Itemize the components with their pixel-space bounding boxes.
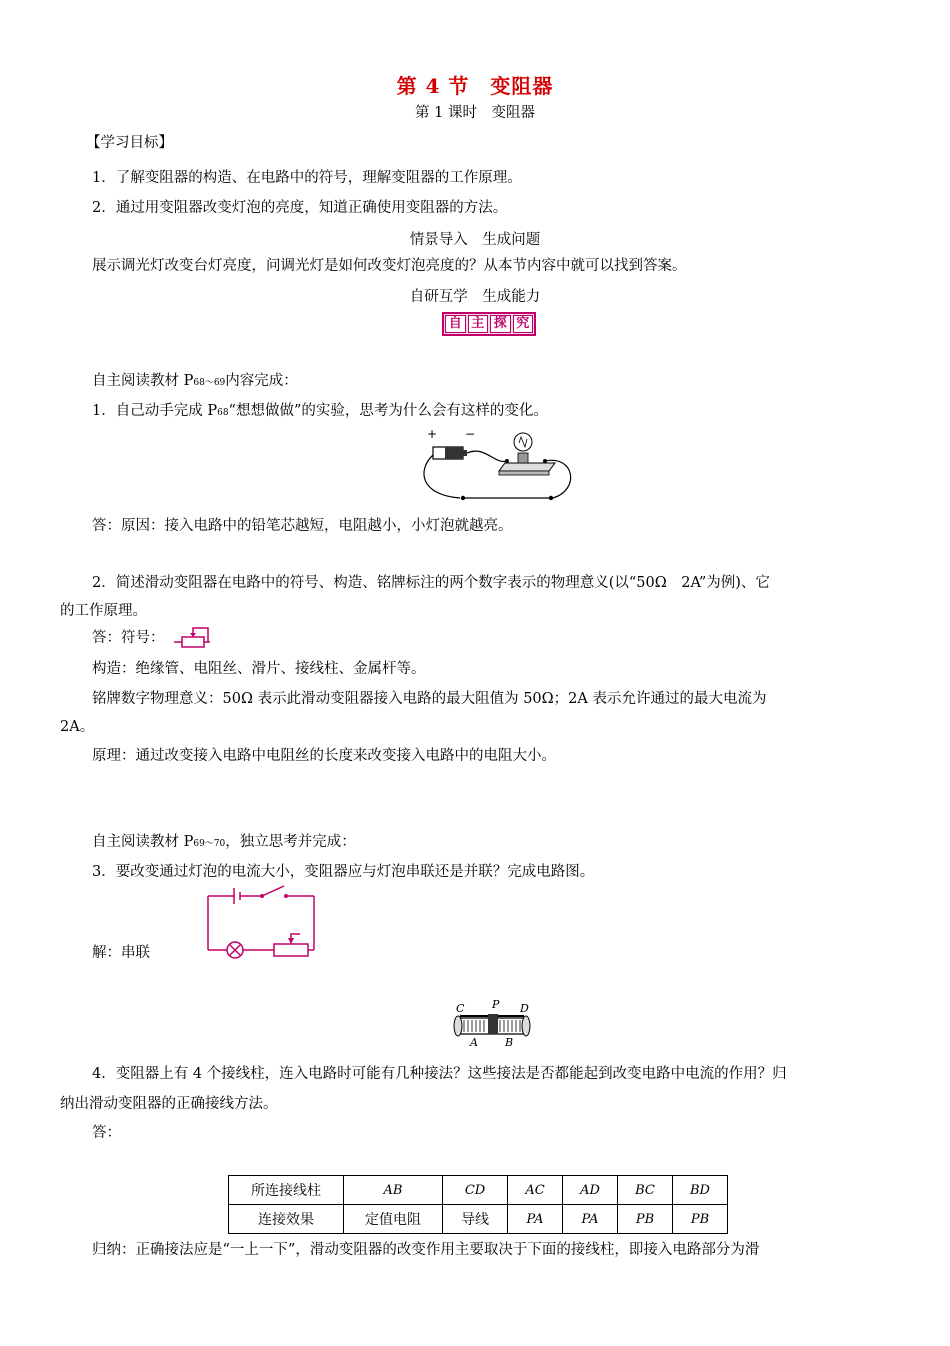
table-cell: PA <box>508 1205 563 1234</box>
table-cell: AB <box>344 1176 443 1205</box>
series-circuit-diagram <box>200 882 320 964</box>
answer-1: 答：原因：接入电路中的铅笔芯越短，电阻越小，小灯泡就越亮。 <box>92 518 513 534</box>
table-cell: PA <box>563 1205 618 1234</box>
table-cell: PB <box>673 1205 728 1234</box>
table-cell: 定值电阻 <box>344 1205 443 1234</box>
table-cell: AD <box>563 1176 618 1205</box>
answer-2-symbol: 答：符号： <box>92 630 165 646</box>
intro-text: 展示调光灯改变台灯亮度，问调光灯是如何改变灯泡亮度的？从本节内容中就可以找到答案。 <box>92 258 687 274</box>
battery-minus-label: − <box>465 427 476 441</box>
sliding-rheostat-figure <box>450 998 532 1048</box>
bulb-on-board-icon <box>499 433 555 475</box>
table-row <box>229 1205 728 1234</box>
battery-plus-label: + <box>427 427 438 441</box>
badge-char: 探 <box>490 315 511 333</box>
table-cell: 导线 <box>443 1205 508 1234</box>
question-2-line-1: 2．简述滑动变阻器在电路中的符号、构造、铭牌标注的两个数字表示的物理意义(以“50Ω 2A”为例)、它 <box>92 575 770 591</box>
self-study-badge <box>442 312 536 336</box>
question-3: 3．要改变通过灯泡的电流大小，变阻器应与灯泡串联还是并联？完成电路图。 <box>92 864 595 880</box>
badge-char: 主 <box>468 315 489 333</box>
intro-header: 情景导入 生成问题 <box>409 232 541 248</box>
table-cell: BD <box>673 1176 728 1205</box>
table-cell: 所连接线柱 <box>229 1176 344 1205</box>
question-2-line-2: 的工作原理。 <box>60 603 147 619</box>
terminal-b-label: B <box>505 1036 514 1048</box>
clip-icon <box>461 496 465 500</box>
answer-4: 答： <box>92 1125 121 1141</box>
pencil-lead-experiment-figure <box>415 425 580 505</box>
terminal-c-label: C <box>456 1002 465 1015</box>
answer-2-principle: 原理：通过改变接入电路中电阻丝的长度来改变接入电路中的电阻大小。 <box>92 748 556 764</box>
question-4-line-2: 纳出滑动变阻器的正确接线方法。 <box>60 1096 278 1112</box>
answer-2-structure: 构造：绝缘管、电阻丝、滑片、接线柱、金属杆等。 <box>92 661 426 677</box>
answer-2-meaning-line-2: 2A。 <box>60 719 95 735</box>
table-cell: PB <box>618 1205 673 1234</box>
wire <box>467 451 507 461</box>
page-title: 第 4 节 变阻器 <box>396 74 554 98</box>
table-cell: AC <box>508 1176 563 1205</box>
table-cell: 连接效果 <box>229 1205 344 1234</box>
slider-p-label: P <box>492 998 500 1011</box>
reading-instruction-2: 自主阅读教材 P69～70，独立思考并完成： <box>92 834 356 850</box>
table-cell: BC <box>618 1176 673 1205</box>
reading-instruction-1: 自主阅读教材 P68～69内容完成： <box>92 373 298 389</box>
question-1: 1．自己动手完成 P68“想想做做”的实验，思考为什么会有这样的变化。 <box>92 403 548 419</box>
table-cell: CD <box>443 1176 508 1205</box>
objective-1: 1．了解变阻器的构造、在电路中的符号，理解变阻器的工作原理。 <box>92 170 522 186</box>
connection-results-table <box>228 1175 728 1234</box>
clip-icon <box>549 496 553 500</box>
question-4-line-1: 4．变阻器上有 4 个接线柱，连入电路时可能有几种接法？这些接法是否都能起到改变电路中电流的作用？归 <box>92 1066 787 1082</box>
objectives-header: 【学习目标】 <box>86 135 173 151</box>
summary-text: 归纳：正确接法应是“一上一下”，滑动变阻器的改变作用主要取决于下面的接线柱，即接入电路部分为滑 <box>92 1242 760 1258</box>
rheostat-symbol-icon <box>172 624 212 650</box>
answer-3: 解：串联 <box>92 945 150 961</box>
table-row <box>229 1176 728 1205</box>
objective-2: 2．通过用变阻器改变灯泡的亮度，知道正确使用变阻器的方法。 <box>92 200 508 216</box>
wire <box>424 455 460 498</box>
answer-2-meaning-line-1: 铭牌数字物理意义：50Ω 表示此滑动变阻器接入电路的最大阻值为 50Ω；2A 表示允许通过的最大电流为 <box>92 691 767 707</box>
terminal-a-label: A <box>470 1036 478 1048</box>
battery-icon <box>433 447 467 459</box>
page-subtitle: 第 1 课时 变阻器 <box>415 105 535 121</box>
badge-char: 自 <box>445 315 466 333</box>
terminal-d-label: D <box>520 1002 529 1015</box>
badge-char: 究 <box>513 315 534 333</box>
study-header: 自研互学 生成能力 <box>409 289 541 305</box>
